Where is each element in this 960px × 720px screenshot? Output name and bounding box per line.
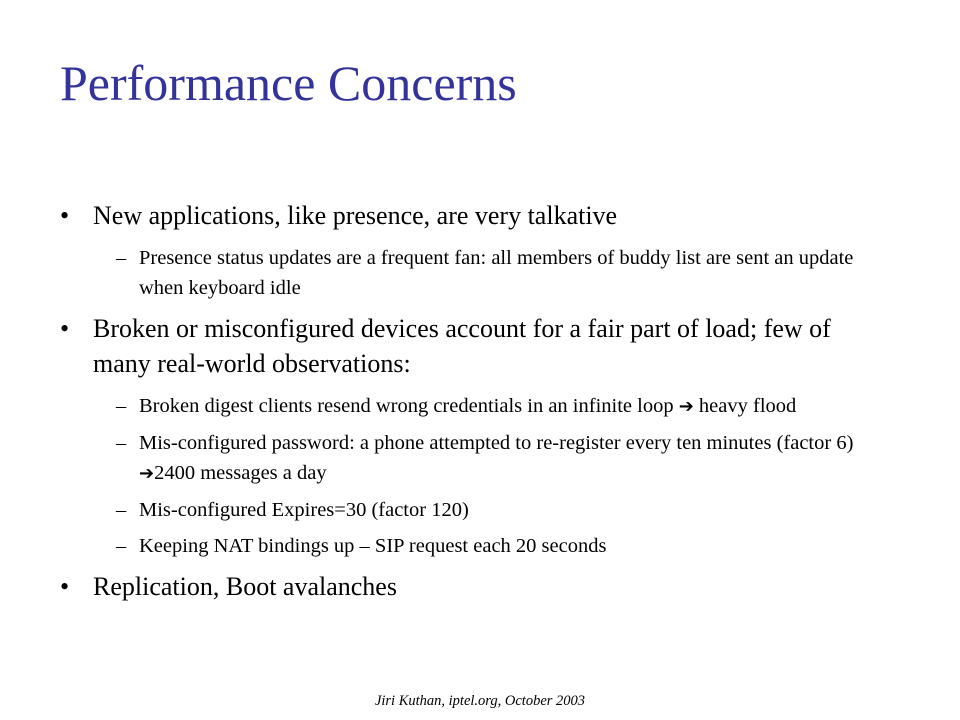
sub-bullet-item [0,495,960,525]
dash-marker: – [116,499,127,521]
bullet-text: New applications, like presence, are very talkative [93,201,618,230]
sub-bullet-text: Broken digest clients resend wrong credentials in an infinite loop [139,395,679,417]
sub-bullet-item [0,391,960,422]
bullet-item [0,569,960,604]
slide-title: Performance Concerns [60,55,517,111]
bullet-text: Broken or misconfigured devices account for a fair part of load; few of many real-world observations: [93,314,831,378]
dash-marker: – [116,535,127,557]
dash-marker: – [116,432,127,454]
sub-bullet-text: Mis-configured Expires=30 (factor 120) [139,499,469,521]
sub-bullet-item [0,428,960,489]
slide-body [0,198,960,614]
dash-marker: – [116,247,127,269]
sub-bullet-item [0,243,960,303]
slide-footer: Jiri Kuthan, iptel.org, October 2003 [374,693,586,709]
bullet-marker: • [60,314,70,343]
bullet-item [0,198,960,233]
sub-bullet-text: Keeping NAT bindings up – SIP request each 20 seconds [139,535,607,557]
bullet-marker: • [60,572,70,601]
bullet-item [0,311,960,381]
sub-bullet-item [0,531,960,561]
sub-bullet-text: heavy flood [693,395,797,417]
sub-bullet-text: 2400 messages a day [154,462,327,484]
bullet-marker: • [60,201,70,230]
bullet-text: Replication, Boot avalanches [93,572,397,601]
sub-bullet-text: Mis-configured password: a phone attempted to re-register every ten minutes (factor 6) [139,432,854,454]
dash-marker: – [116,395,127,417]
right-arrow-icon: ➔ [678,396,694,417]
right-arrow-icon: ➔ [139,463,155,484]
sub-bullet-text: Presence status updates are a frequent fan: all members of buddy list are sent an update when keyboard idle [139,247,854,299]
